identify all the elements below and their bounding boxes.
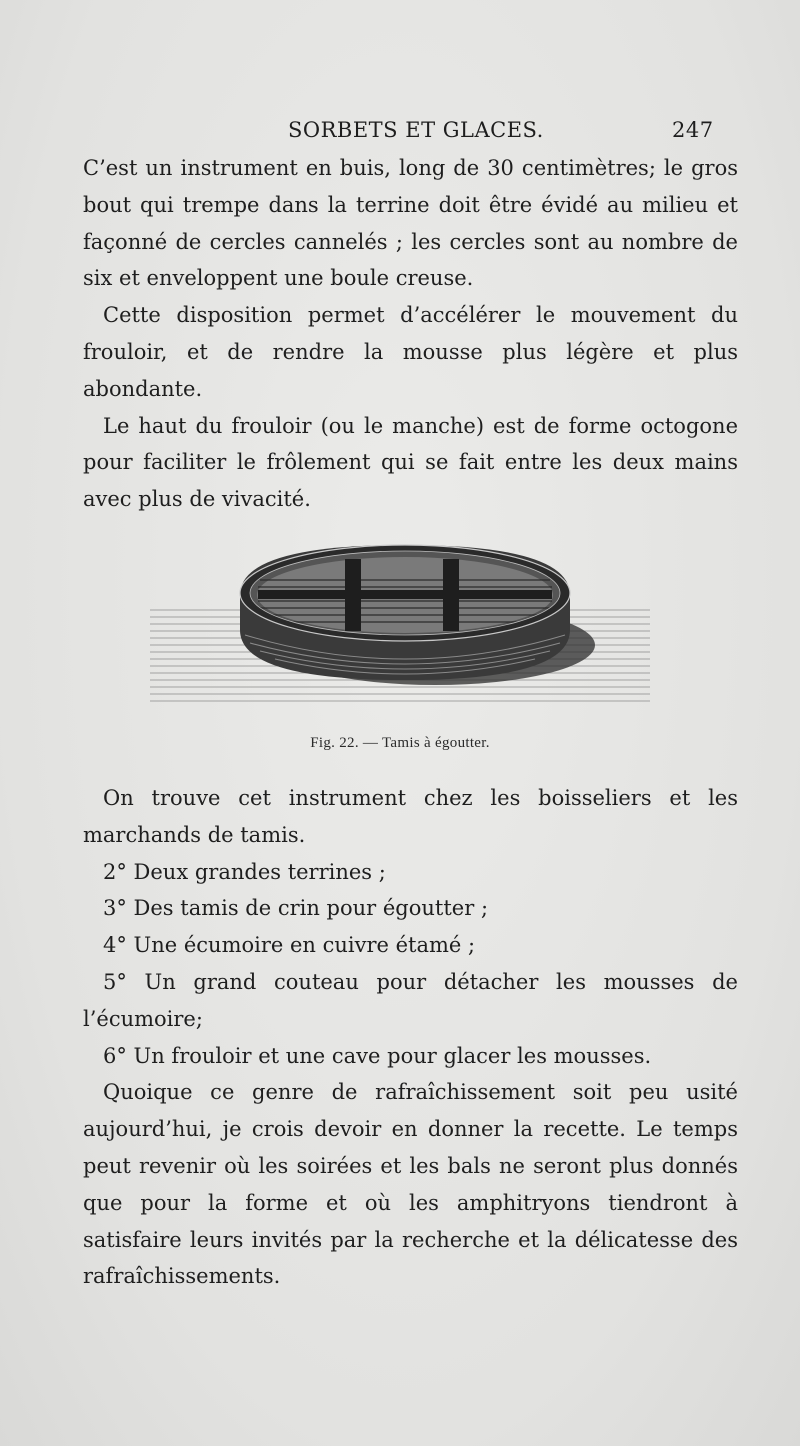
paragraph-where-to-find: On trouve cet instrument chez les boisseliers et les marchands de tamis. [83, 786, 738, 847]
list-item-frouloir: 6° Un frouloir et une cave pour glacer les mousses. [103, 1043, 652, 1068]
running-header [0, 118, 800, 146]
list-item-couteau: 5° Un grand couteau pour détacher les mousses de l’écumoire; [83, 969, 738, 1031]
sieve-engraving-icon [150, 535, 650, 715]
paragraph-conclusion: Quoique ce genre de rafraîchissement soit peu usité aujourd’hui, je crois devoir en donner la recette. Le temps peut revenir où les soirées et les bals ne seront plus donnés que pour la forme et où les amphitryons tiendront à satisfaire leurs invités par la recherche et la délicatesse des rafraîchissements. [83, 1080, 738, 1289]
list-item-terrines: 2° Deux grandes terrines ; [103, 859, 386, 884]
list-item-tamis: 3° Des tamis de crin pour égoutter ; [103, 896, 489, 921]
text-block-bottom [83, 780, 738, 1295]
paragraph-instrument-description: C’est un instrument en buis, long de 30 centimètres; le gros bout qui trempe dans la terrine doit être évidé au milieu et façonné de cercles cannelés ; les cercles sont au nombre de six et enveloppent une boule creuse. [83, 156, 738, 291]
running-title: SORBETS ET GLACES. [288, 118, 544, 142]
list-item-ecumoire: 4° Une écumoire en cuivre étamé ; [103, 933, 476, 958]
figure-caption [0, 735, 800, 752]
figure-caption-text: Fig. 22. — Tamis à égoutter. [310, 735, 490, 751]
tamis-illustration [150, 535, 650, 715]
page-number: 247 [672, 118, 714, 142]
paragraph-handle: Le haut du frouloir (ou le manche) est de forme octogone pour faciliter le frôlement qui se fait entre les deux mains avec plus de vivacité. [83, 413, 738, 512]
text-block-top [83, 150, 738, 518]
paragraph-disposition: Cette disposition permet d’accélérer le mouvement du frouloir, et de rendre la mousse plus légère et plus abondante. [83, 303, 738, 401]
